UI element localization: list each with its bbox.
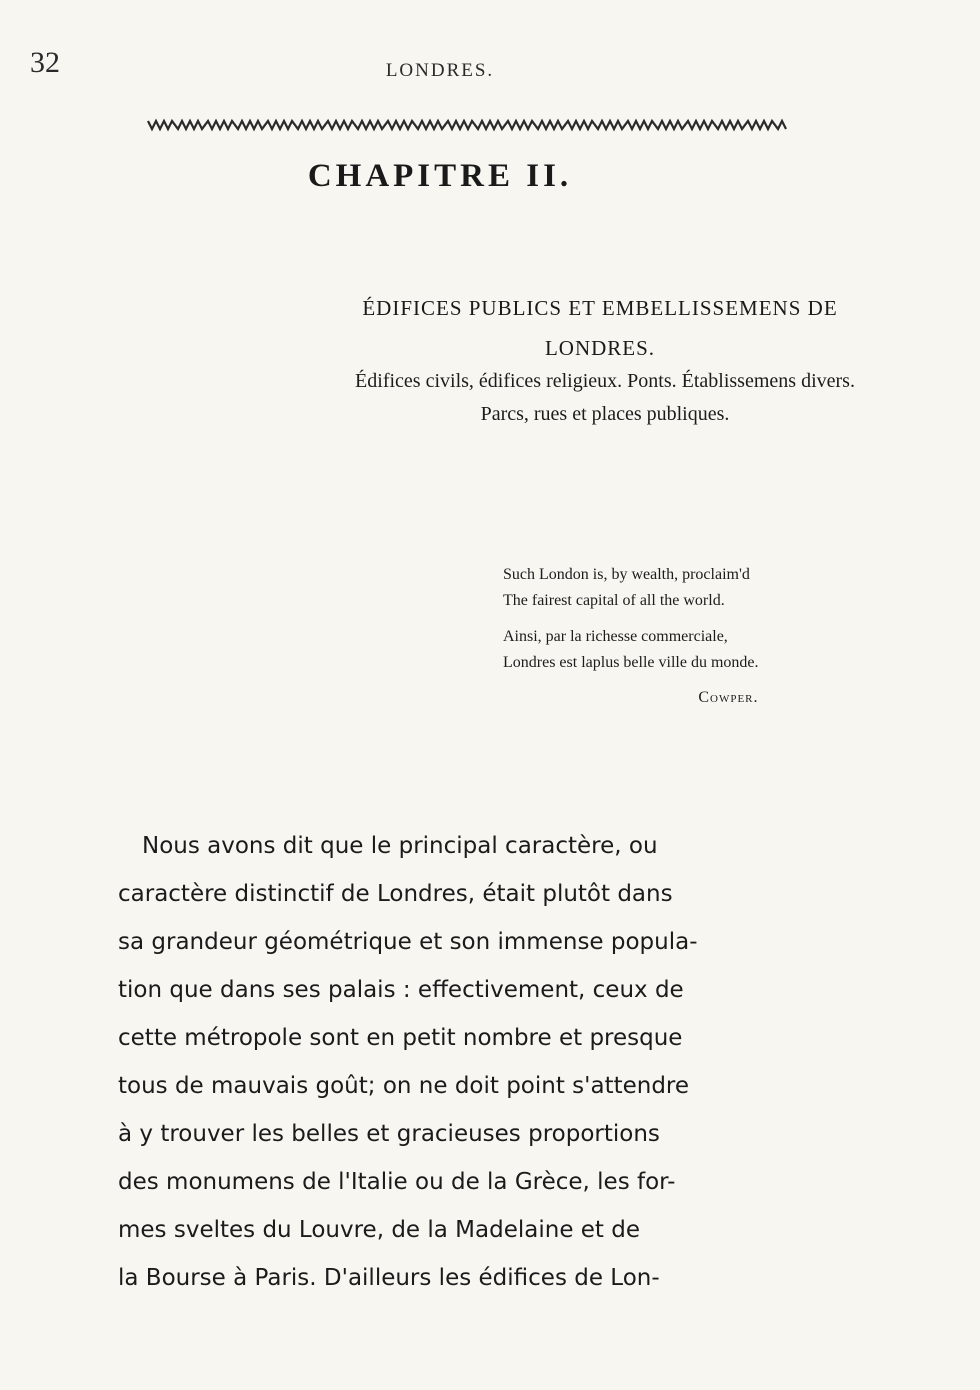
body-paragraph: [118, 822, 778, 1302]
ornament-rule: [148, 117, 786, 133]
page-number: 32: [30, 46, 60, 79]
chapter-title-line: LONDRES.: [544, 336, 656, 360]
epigraph: [503, 562, 759, 711]
body-line: Nous avons dit que le principal caractère, ou: [142, 833, 658, 859]
body-line: mes sveltes du Louvre, de la Madelaine et de: [118, 1217, 641, 1243]
body-line: la Bourse à Paris. D'ailleurs les édifices de Lon-: [118, 1265, 660, 1291]
epigraph-english-line: Such London is, by wealth, proclaim'd: [503, 566, 750, 583]
chapter-heading: CHAPITRE II.: [307, 158, 573, 194]
epigraph-attribution: Cowper.: [698, 689, 759, 706]
chapter-summary: [250, 365, 960, 431]
chapter-title-line: ÉDIFICES PUBLICS ET EMBELLISSEMENS DE: [362, 296, 838, 320]
body-line: sa grandeur géométrique et son immense popula-: [118, 929, 698, 955]
body-line: caractère distinctif de Londres, était plutôt dans: [118, 881, 673, 907]
epigraph-english-line: The fairest capital of all the world.: [503, 592, 725, 609]
epigraph-french-line: Ainsi, par la richesse commerciale,: [503, 628, 728, 645]
body-line: tion que dans ses palais : effectivement, ceux de: [118, 977, 684, 1003]
body-line: des monumens de l'Italie ou de la Grèce, les for-: [118, 1169, 676, 1195]
chapter-summary-line: Édifices civils, édifices religieux. Ponts. Établissemens divers.: [355, 370, 855, 392]
body-line: cette métropole sont en petit nombre et presque: [118, 1025, 683, 1051]
chapter-summary-line: Parcs, rues et places publiques.: [480, 403, 730, 425]
body-line: à y trouver les belles et gracieuses proportions: [118, 1121, 660, 1147]
epigraph-french-line: Londres est laplus belle ville du monde.: [503, 654, 759, 671]
body-line: tous de mauvais goût; on ne doit point s'attendre: [118, 1073, 690, 1099]
chapter-title: [220, 288, 980, 368]
running-head: LONDRES.: [385, 60, 495, 81]
